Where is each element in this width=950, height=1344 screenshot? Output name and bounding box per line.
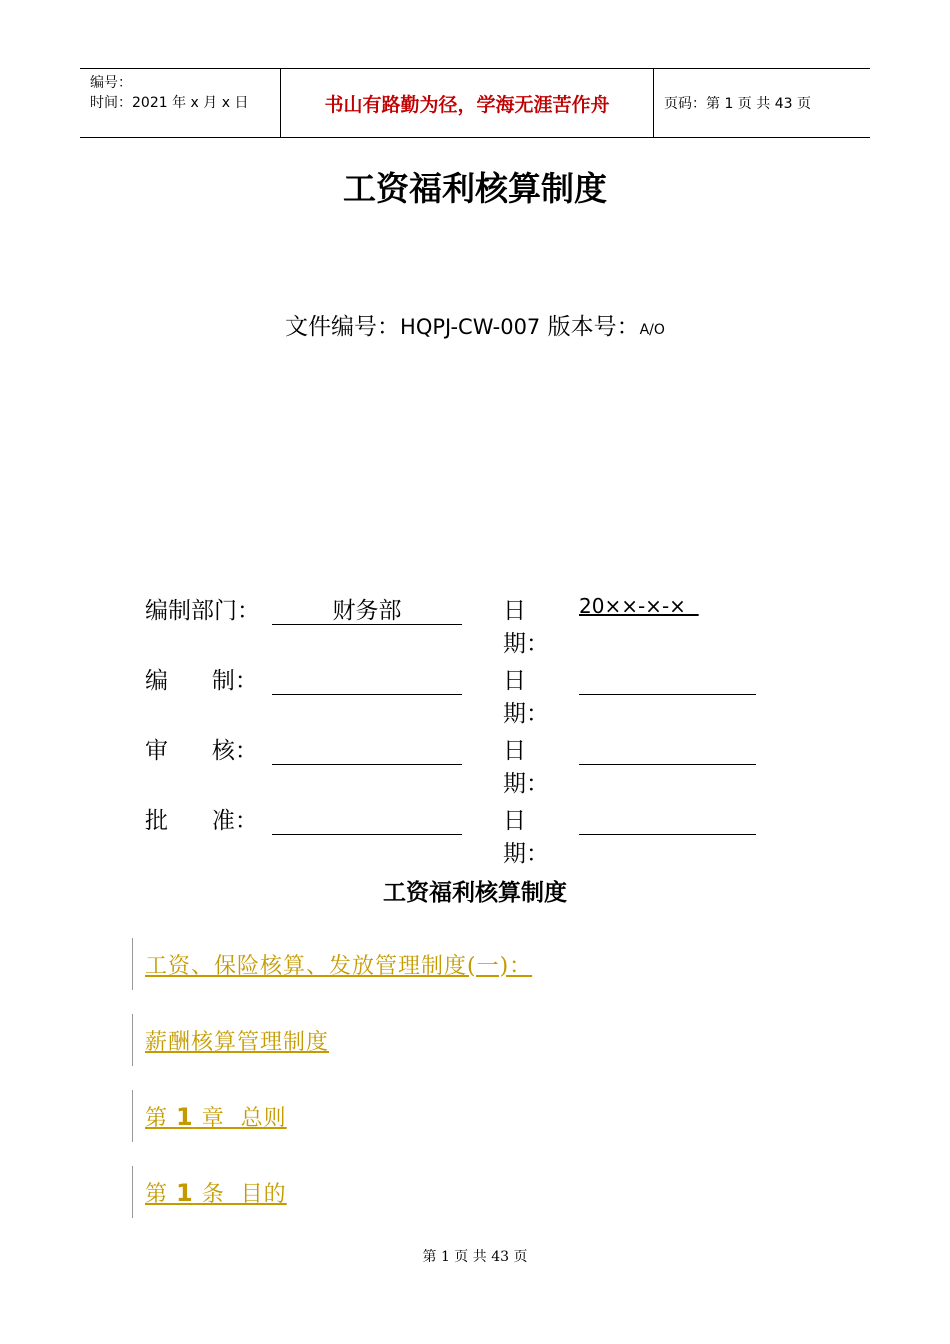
header-page-info: 页码：第 1 页 共 43 页 (664, 96, 811, 112)
page-header (80, 68, 870, 138)
date-underline (579, 694, 756, 695)
page-footer: 第 1 页 共 43 页 (422, 1249, 528, 1265)
toc-link-article-1[interactable]: 第 1 条 目的 (145, 1178, 287, 1207)
toc-link-salary-accounting[interactable]: 薪酬核算管理制度 (145, 1029, 330, 1055)
header-meta (80, 69, 281, 137)
signature-underline (272, 764, 462, 765)
signature-underline (272, 694, 462, 695)
signature-label: 编制部门： (145, 598, 260, 624)
signature-label: 审 核： (145, 738, 258, 764)
document-title: 工资福利核算制度 (343, 169, 607, 208)
file-info-line (0, 308, 950, 341)
header-motto: 书山有路勤为径，学海无涯苦作舟 (281, 69, 654, 137)
date-label: 日期： (503, 668, 549, 727)
version-value: A/O (639, 322, 665, 338)
date-label: 日期： (503, 738, 549, 797)
toc-item (132, 1166, 287, 1218)
document-time: 时间：2021 年 x 月 x 日 (90, 95, 249, 111)
toc-link-wage-insurance[interactable]: 工资、保险核算、发放管理制度(一)： (145, 953, 533, 979)
signature-label: 批 准： (145, 808, 258, 834)
file-number-value: HQPJ-CW-007 (400, 315, 541, 339)
version-label: 版本号： (547, 314, 640, 340)
signature-underline (272, 834, 462, 835)
date-label: 日期： (503, 598, 549, 657)
file-number-label: 文件编号： (285, 314, 401, 340)
signature-label: 编 制： (145, 668, 258, 694)
date-underline (579, 834, 756, 835)
date-underline (579, 764, 756, 765)
section-title: 工资福利核算制度 (383, 880, 567, 906)
date-value: 20××-×-× (579, 594, 699, 618)
signature-value: 财务部 (332, 598, 402, 624)
document-number-label: 编号： (90, 75, 132, 91)
date-label: 日期： (503, 808, 549, 867)
toc-link-chapter-1[interactable]: 第 1 章 总则 (145, 1102, 287, 1131)
toc-item (132, 938, 532, 990)
toc-item (132, 1090, 287, 1142)
toc-item (132, 1014, 329, 1066)
